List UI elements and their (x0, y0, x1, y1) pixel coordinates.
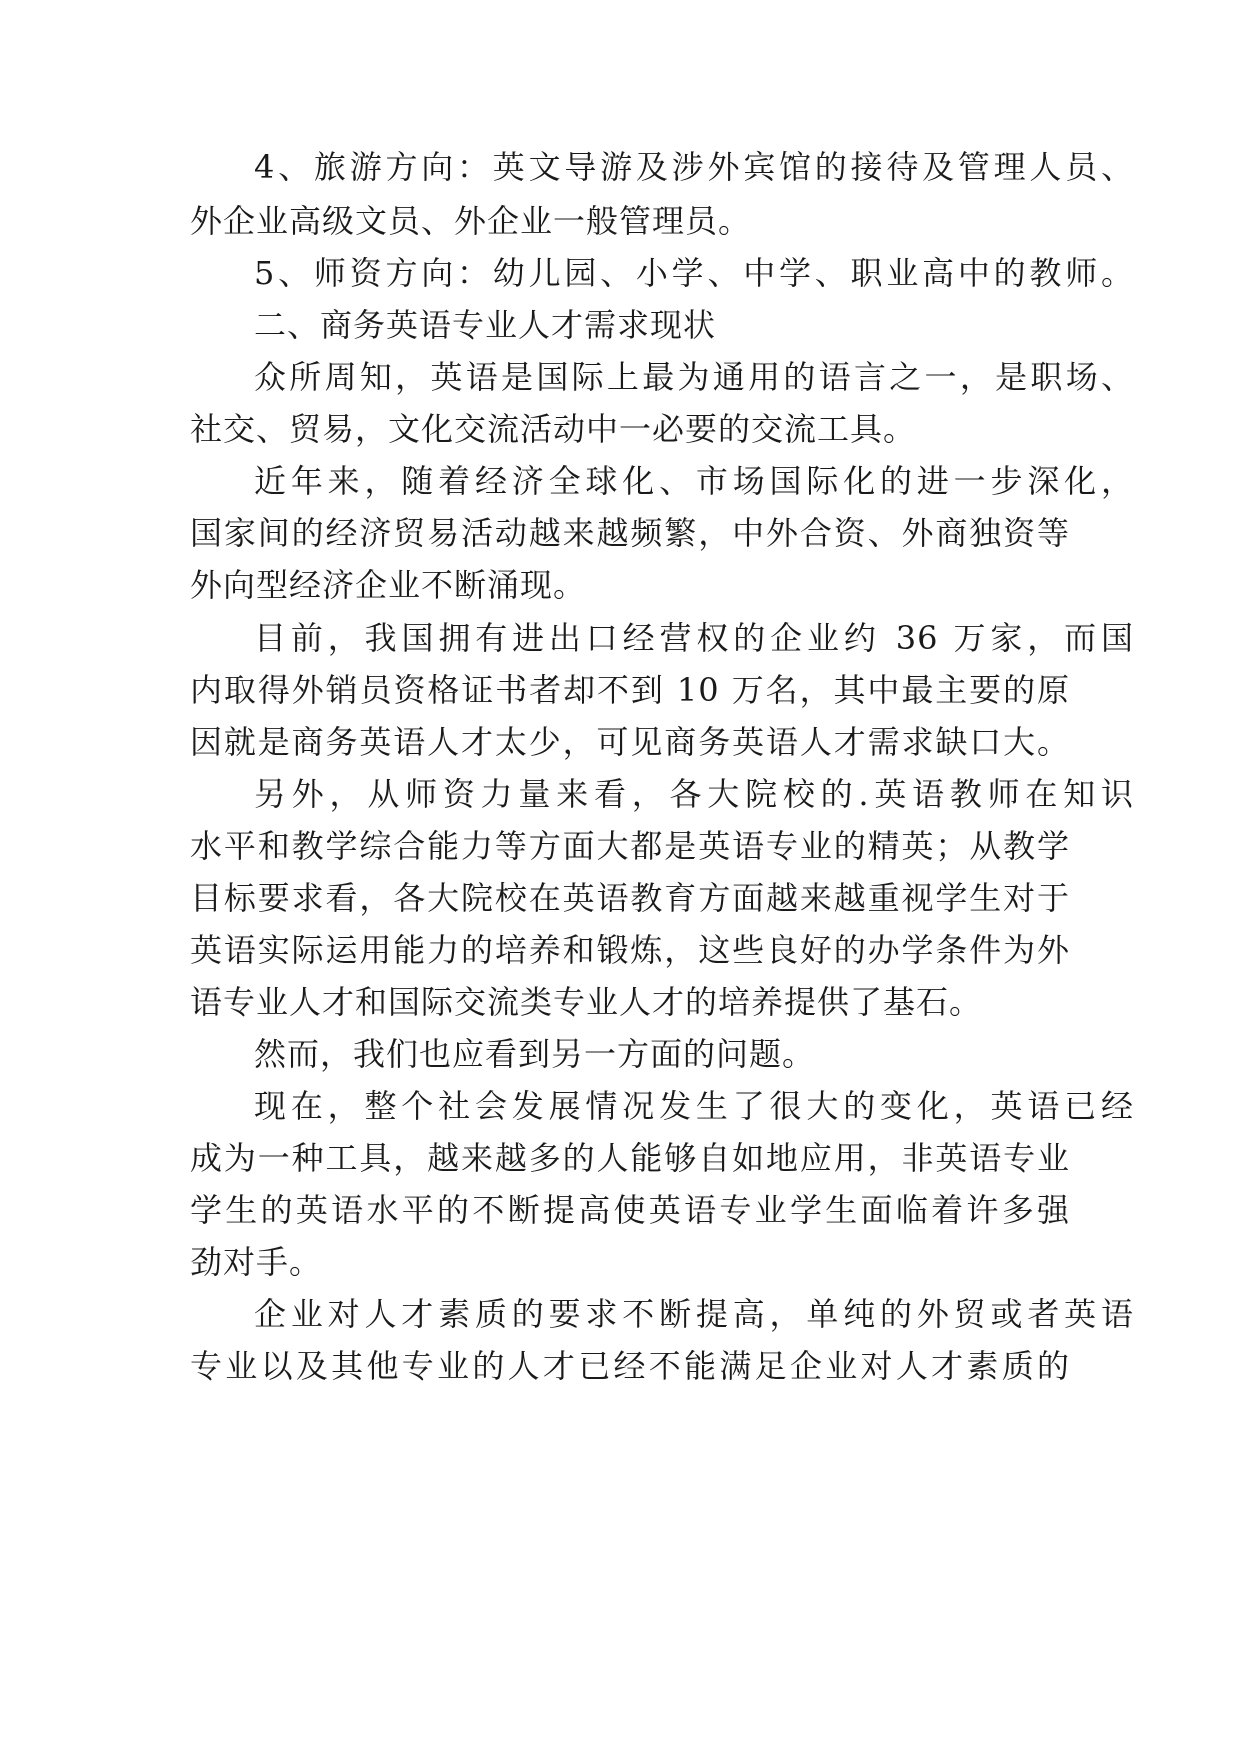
text-line: 水平和教学综合能力等方面大都是英语专业的精英；从教学 (190, 827, 1070, 865)
text-line: 社交、贸易，文化交流活动中一必要的交流工具。 (190, 410, 917, 448)
text-line: 语专业人才和国际交流类专业人才的培养提供了基石。 (190, 983, 983, 1021)
text-line: 劲对手。 (190, 1243, 323, 1281)
text-line: 企业对人才素质的要求不断提高，单纯的外贸或者英语 (254, 1295, 1134, 1333)
text-line: 外企业高级文员、外企业一般管理员。 (190, 202, 752, 240)
text-line: 众所周知，英语是国际上最为通用的语言之一，是职场、 (254, 358, 1134, 396)
text-line: 因就是商务英语人才太少，可见商务英语人才需求缺口大。 (190, 723, 1070, 761)
text-line: 然而，我们也应看到另一方面的问题。 (254, 1035, 816, 1073)
text-line: 目标要求看，各大院校在英语教育方面越来越重视学生对于 (190, 879, 1070, 917)
text-line: 4、旅游方向：英文导游及涉外宾馆的接待及管理人员、 (254, 148, 1134, 186)
text-line: 成为一种工具，越来越多的人能够自如地应用，非英语专业 (190, 1139, 1070, 1177)
text-line: 国家间的经济贸易活动越来越频繁，中外合资、外商独资等 (190, 514, 1070, 552)
text-line: 外向型经济企业不断涌现。 (190, 566, 587, 604)
text-line: 5、师资方向：幼儿园、小学、中学、职业高中的教师。 (254, 254, 1134, 292)
section-heading: 二、商务英语专业人才需求现状 (254, 306, 717, 344)
text-line: 英语实际运用能力的培养和锻炼，这些良好的办学条件为外 (190, 931, 1070, 969)
text-line: 另外，从师资力量来看，各大院校的.英语教师在知识 (254, 775, 1134, 813)
text-line: 近年来，随着经济全球化、市场国际化的进一步深化， (254, 462, 1134, 500)
text-line: 目前，我国拥有进出口经营权的企业约 36 万家，而国 (254, 619, 1134, 657)
text-line: 内取得外销员资格证书者却不到 10 万名，其中最主要的原 (190, 671, 1070, 709)
text-line: 学生的英语水平的不断提高使英语专业学生面临着许多强 (190, 1191, 1070, 1229)
text-line: 专业以及其他专业的人才已经不能满足企业对人才素质的 (190, 1347, 1070, 1385)
text-line: 现在，整个社会发展情况发生了很大的变化，英语已经 (254, 1087, 1134, 1125)
